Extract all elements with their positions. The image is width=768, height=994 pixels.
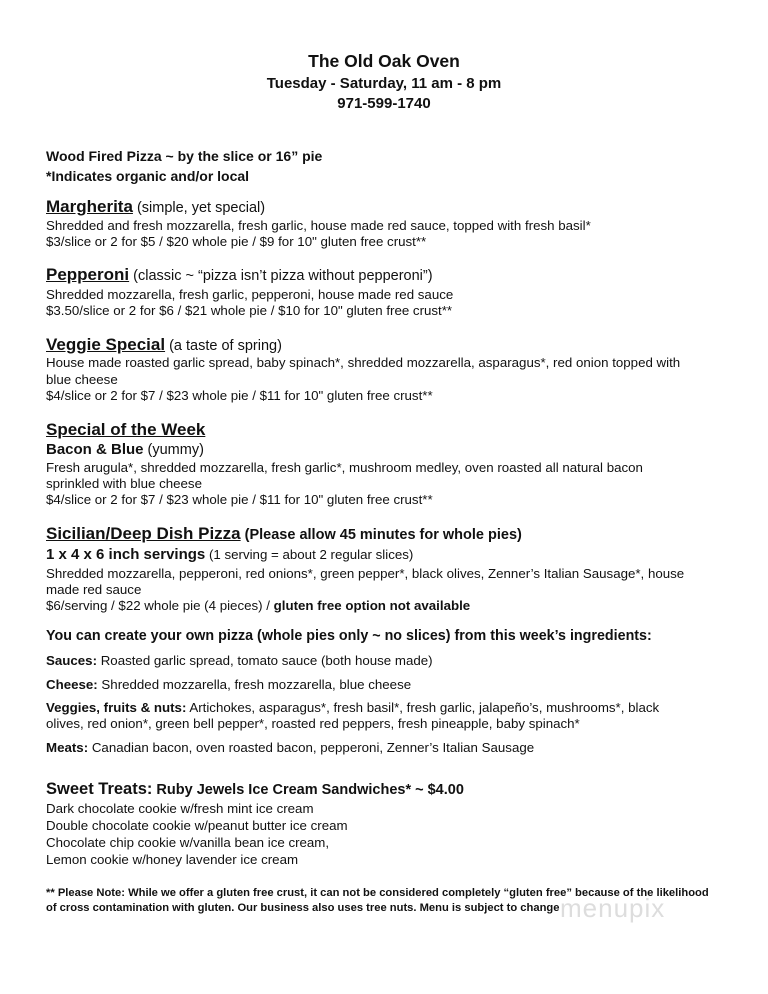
intro-line: Wood Fired Pizza ~ by the slice or 16” pie [46, 148, 323, 164]
gf-note: gluten free option not available [273, 598, 471, 613]
item-price: $4/slice or 2 for $7 / $23 whole pie / $11 for 10" gluten free crust** [46, 492, 433, 507]
item-price: $4/slice or 2 for $7 / $23 whole pie / $11 for 10" gluten free crust** [46, 388, 433, 403]
sweet-item: Lemon cookie w/honey lavender ice cream [46, 852, 299, 867]
item-name: Pepperoni [46, 265, 130, 284]
special-heading [46, 422, 736, 440]
margherita-title [46, 199, 736, 217]
serving-note: (1 serving = about 2 regular slices) [205, 547, 414, 562]
item-tag: (classic ~ “pizza isn’t pizza without pepperoni”) [129, 268, 433, 284]
value: Roasted garlic spread, tomato sauce (both house made) [97, 653, 433, 668]
veggies-line [46, 700, 736, 717]
item-tag: (simple, yet special) [132, 200, 266, 216]
item-name: Veggie Special [46, 335, 166, 354]
label: Meats: [46, 740, 89, 755]
hours: Tuesday - Saturday, 11 am - 8 pm [266, 75, 502, 92]
item-price: $3/slice or 2 for $5 / $20 whole pie / $9 for 10" gluten free crust** [46, 234, 427, 249]
restaurant-name: The Old Oak Oven [308, 51, 460, 71]
item-note: (Please allow 45 minutes for whole pies) [240, 527, 522, 543]
item-name: Margherita [46, 197, 133, 216]
create-heading: You can create your own pizza (whole pies only ~ no slices) from this week’s ingredients: [46, 628, 652, 644]
item-desc: made red sauce [46, 582, 142, 597]
price-text: $6/serving / $22 whole pie (4 pieces) / [46, 598, 274, 613]
label: Sauces: [46, 653, 97, 668]
sweets-desc: Ruby Jewels Ice Cream Sandwiches* ~ $4.00 [152, 782, 464, 798]
value: Canadian bacon, oven roasted bacon, pepperoni, Zenner’s Italian Sausage [88, 740, 535, 755]
sweet-item: Dark chocolate cookie w/fresh mint ice cream [46, 801, 314, 816]
item-name: Sicilian/Deep Dish Pizza [46, 524, 241, 543]
label: Cheese: [46, 677, 98, 692]
item-tag: (yummy) [143, 442, 204, 458]
cheese-line [46, 677, 736, 694]
veggies-line-2: olives, red onion*, green bell pepper*, roasted red peppers, fresh pineapple, baby spinach* [46, 716, 580, 731]
item-name: Bacon & Blue [46, 441, 144, 458]
sweet-item: Double chocolate cookie w/peanut butter ice cream [46, 818, 348, 833]
item-desc: Fresh arugula*, shredded mozzarella, fresh garlic*, mushroom medley, oven roasted all natural bacon [46, 460, 643, 475]
item-price: $3.50/slice or 2 for $6 / $21 whole pie / $10 for 10" gluten free crust** [46, 303, 453, 318]
organic-note: *Indicates organic and/or local [46, 168, 250, 184]
sicilian-title [46, 526, 736, 544]
serving-size: 1 x 4 x 6 inch servings [46, 546, 206, 563]
watermark-logo: menupix [560, 893, 666, 923]
label: Veggies, fruits & nuts: [46, 700, 187, 715]
footer-note-2: of cross contamination with gluten. Our business also uses tree nuts. Menu is subject to change [46, 902, 560, 914]
phone: 971-599-1740 [337, 95, 431, 112]
item-desc: Shredded mozzarella, fresh garlic, pepperoni, house made red sauce [46, 287, 454, 302]
section-heading: Special of the Week [46, 420, 206, 439]
sauces-line [46, 653, 736, 670]
sweets-title [46, 781, 736, 799]
special-title [46, 442, 736, 459]
veggie-title [46, 337, 736, 355]
meats-line [46, 740, 736, 757]
item-desc: House made roasted garlic spread, baby spinach*, shredded mozzarella, asparagus*, red onion topped with [46, 355, 681, 370]
item-price [46, 598, 736, 615]
value: Shredded mozzarella, fresh mozzarella, blue cheese [97, 677, 412, 692]
serving-line [46, 547, 736, 564]
sweets-label: Sweet Treats: [46, 780, 153, 798]
pepperoni-title [46, 267, 736, 285]
item-desc: Shredded and fresh mozzarella, fresh garlic, house made red sauce, topped with fresh basil* [46, 218, 591, 233]
item-tag: (a taste of spring) [165, 338, 282, 354]
item-desc: Shredded mozzarella, pepperoni, red onions*, green pepper*, black olives, Zenner’s Italian Sausage*, house [46, 566, 685, 581]
item-desc: sprinkled with blue cheese [46, 476, 202, 491]
value: Artichokes, asparagus*, fresh basil*, fresh garlic, jalapeño’s, mushrooms*, black [186, 700, 660, 715]
item-desc: blue cheese [46, 372, 118, 387]
sweet-item: Chocolate chip cookie w/vanilla bean ice cream, [46, 835, 330, 850]
footer-note: ** Please Note: While we offer a gluten free crust, it can not be considered completely “gluten free” because of the likelihood [46, 887, 709, 899]
